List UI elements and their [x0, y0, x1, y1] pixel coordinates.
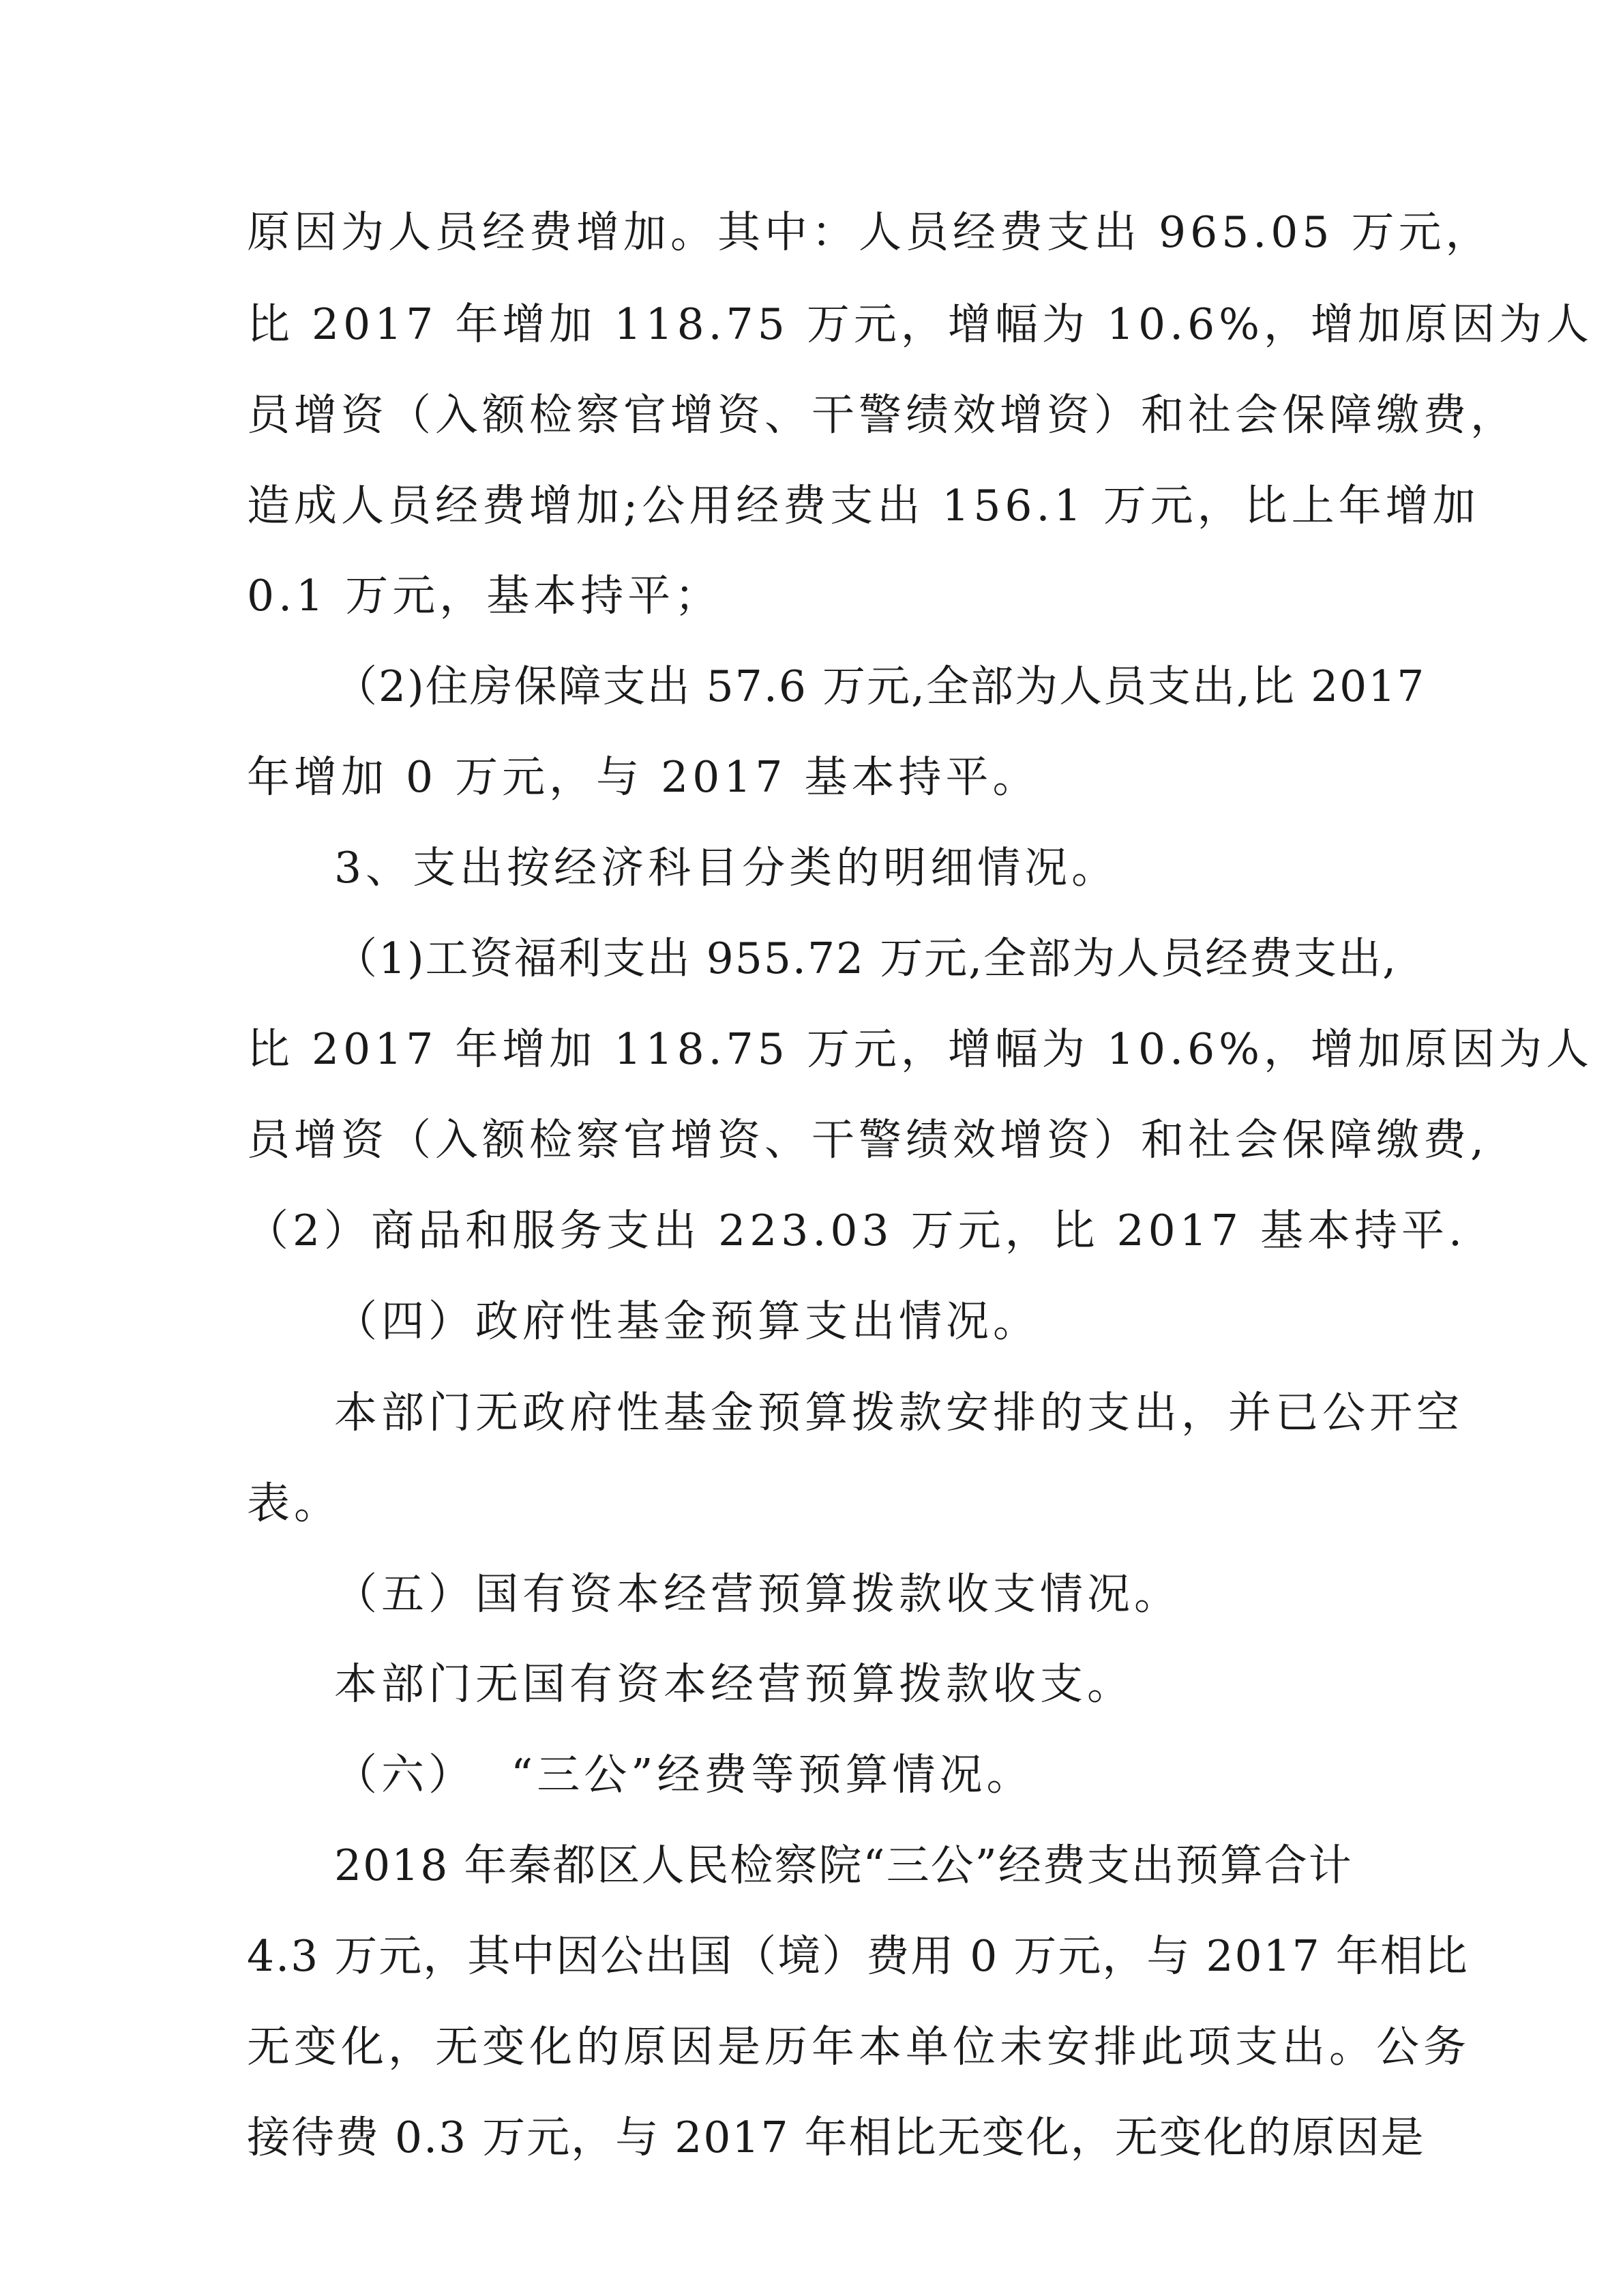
text-line-4: 造成人员经费增加;公用经费支出 156.1 万元，比上年增加 [247, 481, 1480, 531]
text-line-3: 员增资（入额检察官增资、干警绩效增资）和社会保障缴费， [247, 390, 1517, 440]
text-line-7: 年增加 0 万元，与 2017 基本持平。 [247, 752, 1040, 802]
text-line-9: （1)工资福利支出 955.72 万元,全部为人员经费支出, [334, 934, 1398, 983]
section-heading-4: （四）政府性基金预算支出情况。 [334, 1296, 1040, 1346]
text-line-15: 表。 [247, 1478, 341, 1528]
text-line-2: 比 2017 年增加 118.75 万元，增幅为 10.6%，增加原因为人 [247, 299, 1594, 349]
section-heading-expense-detail: 3、支出按经济科目分类的明细情况。 [334, 843, 1119, 893]
text-line-1: 原因为人员经费增加。其中：人员经费支出 965.05 万元， [247, 207, 1493, 257]
text-line-5: 0.1 万元，基本持平； [247, 571, 722, 621]
text-line-20: 4.3 万元，其中因公出国（境）费用 0 万元，与 2017 年相比 [247, 1931, 1469, 1981]
text-line-12: （2）商品和服务支出 223.03 万元，比 2017 基本持平. [245, 1206, 1466, 1255]
text-line-6: （2)住房保障支出 57.6 万元,全部为人员支出,比 2017 [334, 661, 1426, 711]
text-line-10: 比 2017 年增加 118.75 万元，增幅为 10.6%，增加原因为人 [247, 1024, 1594, 1074]
text-line-14: 本部门无政府性基金预算拨款安排的支出，并已公开空 [334, 1388, 1463, 1437]
section-heading-6: （六） “三公”经费等预算情况。 [334, 1750, 1034, 1800]
text-line-19: 2018 年秦都区人民检察院“三公”经费支出预算合计 [334, 1840, 1353, 1890]
text-line-22: 接待费 0.3 万元，与 2017 年相比无变化，无变化的原因是 [247, 2113, 1425, 2162]
text-line-21: 无变化，无变化的原因是历年本单位未安排此项支出。公务 [247, 2022, 1470, 2072]
text-line-17: 本部门无国有资本经营预算拨款收支。 [334, 1659, 1134, 1709]
section-heading-5: （五）国有资本经营预算拨款收支情况。 [334, 1569, 1181, 1619]
text-line-11: 员增资（入额检察官增资、干警绩效增资）和社会保障缴费, [247, 1115, 1489, 1165]
